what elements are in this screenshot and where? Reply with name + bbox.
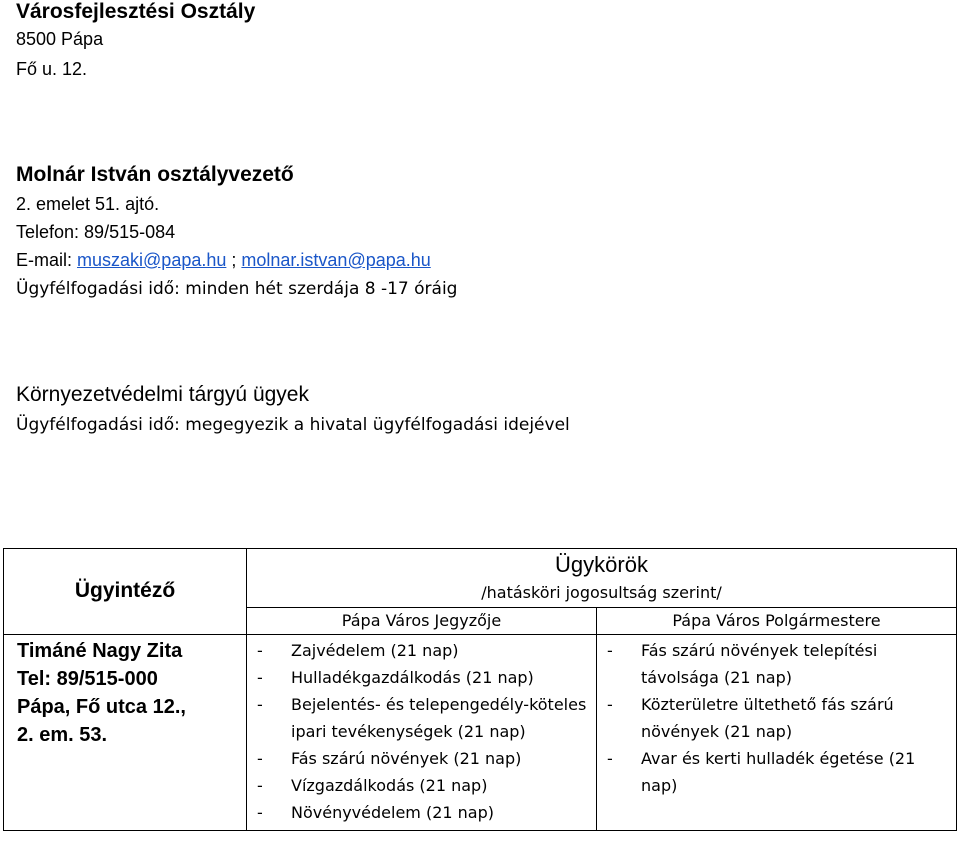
responsibilities-table — [3, 548, 957, 831]
list-item: - Fás szárú növények telepítési távolsága (21 nap) — [597, 637, 956, 691]
email-link-muszaki[interactable]: muszaki@papa.hu — [77, 250, 227, 270]
jegyzo-list — [247, 635, 596, 830]
office-street: Fő u. 12. — [16, 59, 88, 79]
list-item: - Avar és kerti hulladék égetése (21 nap) — [597, 745, 956, 799]
head-email-line — [16, 246, 457, 274]
person-address-line2: 2. em. 53. — [17, 724, 108, 746]
ugyintezo-heading: Ügyintéző — [74, 579, 176, 602]
list-item: - Fás szárú növények (21 nap) — [247, 745, 596, 772]
list-item: - Hulladékgazdálkodás (21 nap) — [247, 664, 596, 691]
email-label: E-mail: — [16, 250, 78, 270]
jegyzo-items-cell — [247, 635, 597, 831]
environment-title: Környezetvédelmi tárgyú ügyek — [16, 383, 309, 406]
email-link-molnar[interactable]: molnar.istvan@papa.hu — [241, 250, 431, 270]
person-cell — [4, 635, 247, 831]
header-cell-ugykorok — [247, 549, 957, 608]
ugykorok-subheading: /hatásköri jogosultság szerint/ — [481, 583, 722, 602]
office-postcode: 8500 Pápa — [16, 29, 104, 49]
list-item: - Közterületre ültethető fás szárú növények (21 nap) — [597, 691, 956, 745]
polgarmester-items-cell — [597, 635, 957, 831]
head-contact-block — [16, 160, 457, 304]
environment-hours: Ügyfélfogadási idő: megegyezik a hivatal ügyfélfogadási idejével — [16, 415, 570, 435]
subheader-cell-jegyzo — [247, 608, 597, 635]
head-name: Molnár István osztályvezető — [16, 163, 294, 186]
person-name: Timáné Nagy Zita — [17, 640, 183, 662]
polgarmester-list — [597, 635, 956, 803]
list-item: - Zajvédelem (21 nap) — [247, 637, 596, 664]
office-title: Városfejlesztési Osztály — [16, 0, 256, 23]
jegyzo-heading: Pápa Város Jegyzője — [341, 611, 502, 630]
head-hours: Ügyfélfogadási idő: minden hét szerdája 8 -17 óráig — [16, 279, 458, 299]
polgarmester-heading: Pápa Város Polgármestere — [672, 611, 881, 630]
person-phone: Tel: 89/515-000 — [17, 668, 158, 690]
ugykorok-heading: Ügykörök — [555, 552, 648, 577]
office-header — [16, 0, 255, 84]
head-phone: Telefon: 89/515-084 — [16, 222, 176, 242]
header-cell-ugyintezo — [4, 549, 247, 635]
email-separator: ; — [226, 250, 242, 270]
list-item: - Növényvédelem (21 nap) — [247, 799, 596, 826]
person-details — [4, 635, 246, 749]
head-room: 2. emelet 51. ajtó. — [16, 194, 160, 214]
list-item: - Bejelentés- és telepengedély-köteles ipari tevékenységek (21 nap) — [247, 691, 596, 745]
person-address-line1: Pápa, Fő utca 12., — [17, 696, 186, 718]
subheader-cell-polgarmester — [597, 608, 957, 635]
list-item: - Vízgazdálkodás (21 nap) — [247, 772, 596, 799]
environment-section — [16, 380, 570, 440]
